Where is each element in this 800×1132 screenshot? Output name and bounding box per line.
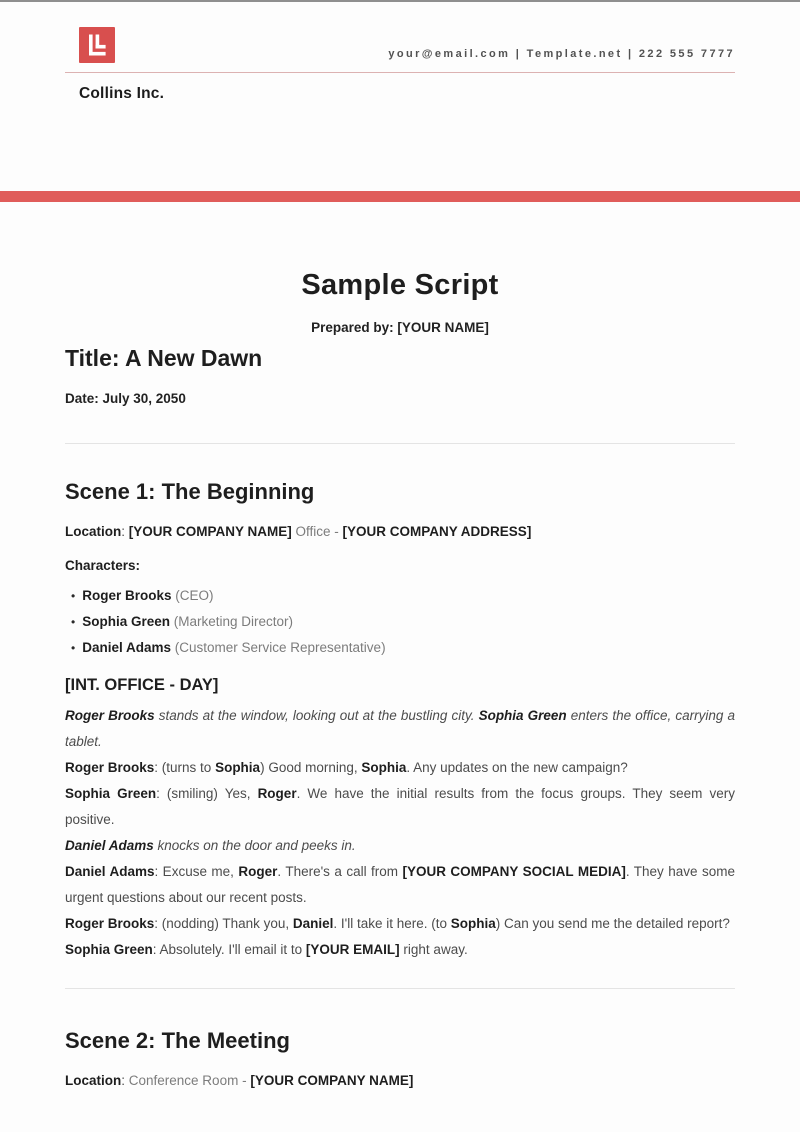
company-name: Collins Inc. (79, 85, 165, 102)
text-segment: : (121, 524, 129, 539)
scene-1-location (65, 524, 735, 539)
action-line (65, 703, 735, 755)
text-segment: Daniel (292, 916, 334, 931)
text-segment: [YOUR COMPANY SOCIAL MEDIA] (402, 864, 626, 879)
section-divider (65, 988, 735, 989)
text-segment: Daniel Adams (65, 838, 154, 853)
text-segment: ) Can you send me the detailed report? (495, 916, 730, 931)
text-segment: Roger Brooks (82, 588, 172, 603)
text-segment: Roger (238, 864, 278, 879)
script-title: Title: A New Dawn (65, 345, 263, 371)
text-segment: Sophia Green (82, 614, 170, 629)
text-segment: : Absolutely. I'll email it to (152, 942, 306, 957)
header-rule (65, 72, 735, 73)
document-title: Sample Script (301, 269, 499, 301)
text-segment: Sophia Green (65, 786, 157, 801)
scene-slugline: [INT. OFFICE - DAY] (65, 676, 219, 694)
text-segment: Daniel Adams (65, 864, 155, 879)
text-segment: enters the office, carrying a tablet. (65, 708, 735, 749)
text-segment: . We have the initial results from the focus groups. They seem very positive. (65, 786, 735, 827)
character-item (71, 635, 735, 661)
prepared-by-line: Prepared by: [YOUR NAME] (311, 320, 489, 335)
text-segment: stands at the window, looking out at the bustling city. (154, 708, 479, 723)
contact-line: your@email.com | Template.net | 222 555 7777 (388, 48, 735, 60)
text-segment: : Excuse me, (154, 864, 239, 879)
scene-1-script-block (65, 703, 735, 963)
dialogue-line (65, 937, 735, 963)
text-segment: Sophia Green (65, 942, 153, 957)
text-segment: : (nodding) Thank you, (154, 916, 293, 931)
text-segment: [YOUR COMPANY NAME] (250, 1073, 414, 1088)
text-segment: : (turns to (154, 760, 216, 775)
text-segment: Roger (257, 786, 297, 801)
character-item (71, 609, 735, 635)
text-segment: (CEO) (171, 588, 214, 603)
text-segment: . There's a call from (277, 864, 403, 879)
text-segment: . I'll take it here. (to (333, 916, 451, 931)
action-line (65, 833, 735, 859)
letterhead-top-row (65, 27, 735, 63)
text-segment: Location (65, 524, 122, 539)
text-segment: Sophia (450, 916, 496, 931)
characters-list (65, 583, 735, 661)
text-segment: Roger Brooks (65, 916, 155, 931)
letterhead (65, 2, 735, 103)
accent-bar (0, 191, 800, 202)
text-segment: Conference Room - (128, 1073, 251, 1088)
text-segment: : (smiling) Yes, (156, 786, 258, 801)
document-page (0, 2, 800, 1088)
date-line: Date: July 30, 2050 (65, 391, 186, 406)
text-segment: : (121, 1073, 129, 1088)
text-segment: (Marketing Director) (169, 614, 294, 629)
scene-2-heading: Scene 2: The Meeting (65, 1028, 290, 1053)
text-segment: [YOUR COMPANY NAME] (128, 524, 292, 539)
text-segment: knocks on the door and peeks in. (153, 838, 356, 853)
text-segment: [YOUR EMAIL] (305, 942, 400, 957)
text-segment: Sophia (215, 760, 261, 775)
characters-label: Characters: (65, 558, 141, 573)
company-logo-icon (79, 27, 115, 63)
text-segment: Sophia (361, 760, 407, 775)
scene-2-location (65, 1073, 735, 1088)
text-segment: Daniel Adams (82, 640, 171, 655)
character-item (71, 583, 735, 609)
dialogue-line (65, 781, 735, 833)
text-segment: (Customer Service Representative) (170, 640, 386, 655)
text-segment: [YOUR COMPANY ADDRESS] (342, 524, 532, 539)
text-segment: Office - (291, 524, 343, 539)
dialogue-line (65, 911, 735, 937)
dialogue-line (65, 859, 735, 911)
dialogue-line (65, 755, 735, 781)
text-segment: Roger Brooks (65, 760, 155, 775)
text-segment: ) Good morning, (260, 760, 362, 775)
section-divider (65, 443, 735, 444)
text-segment: right away. (399, 942, 468, 957)
text-segment: Location (65, 1073, 122, 1088)
text-segment: . Any updates on the new campaign? (406, 760, 628, 775)
text-segment: Sophia Green (478, 708, 567, 723)
text-segment: . They have some urgent questions about our recent posts. (65, 864, 735, 905)
text-segment: Roger Brooks (65, 708, 155, 723)
scene-1-heading: Scene 1: The Beginning (65, 479, 315, 504)
